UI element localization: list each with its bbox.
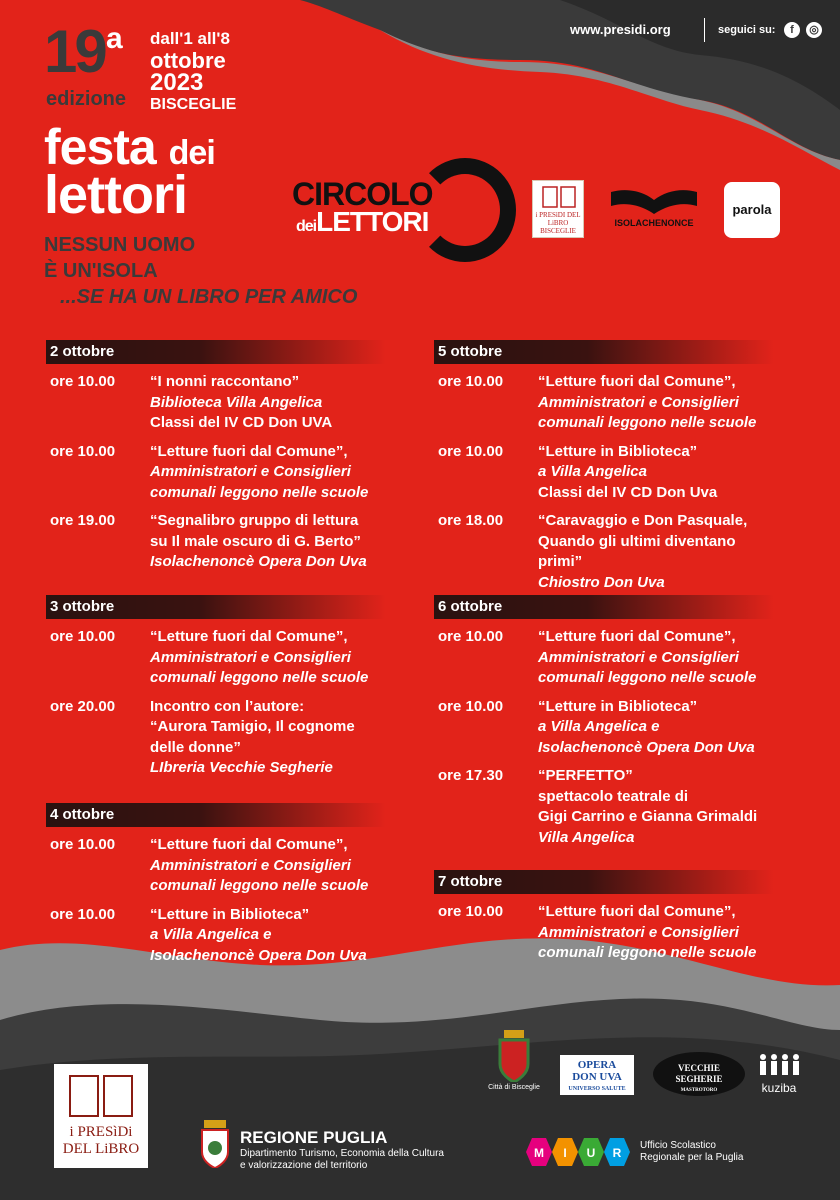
event-title: Incontro con l’autore: xyxy=(150,697,305,715)
segherie-line2: SEGHERIE xyxy=(675,1074,723,1084)
date-range: dall'1 all'8 xyxy=(150,29,230,48)
book-faces-icon xyxy=(541,185,577,209)
event-venue: Amministratori e Consiglieri xyxy=(538,923,739,941)
miur-letter-r: R xyxy=(612,1146,622,1160)
follow-label: seguici su: xyxy=(718,24,776,36)
day-block-6-ottobre xyxy=(434,595,774,848)
day-block-3-ottobre xyxy=(46,595,386,779)
event-title: Gigi Carrino e Gianna Grimaldi xyxy=(538,808,758,825)
regione-puglia-department xyxy=(240,1148,444,1172)
miur-logo xyxy=(524,1136,630,1168)
circolo-logo-small: dei xyxy=(296,218,317,235)
event-venue: comunali leggono nelle scuole xyxy=(150,483,369,501)
event-time: ore 10.00 xyxy=(50,373,116,390)
event-venue: Amministratori e Consiglieri xyxy=(538,648,739,666)
opera-line3: UNIVERSO SALUTE xyxy=(568,1086,626,1092)
facebook-icon[interactable]: f xyxy=(784,22,800,38)
event-item xyxy=(434,697,774,759)
event-time: ore 10.00 xyxy=(438,373,504,390)
event-venue: a Villa Angelica e xyxy=(538,718,660,735)
day-block-7-ottobre xyxy=(434,870,774,964)
presidi-bisceglie-text: i PRESìDI DEL LiBRO BISCEGLIE xyxy=(535,211,581,235)
kuziba-figures-icon xyxy=(757,1052,801,1078)
day-header: 5 ottobre xyxy=(434,340,774,364)
day-header: 2 ottobre xyxy=(46,340,386,364)
event-time: ore 10.00 xyxy=(438,442,504,460)
edition-suffix: a xyxy=(106,22,123,55)
segherie-line3: MASTROTORO xyxy=(680,1088,718,1093)
presidi-del-libro-logo xyxy=(54,1064,148,1168)
isolachenonce-logo xyxy=(606,184,702,236)
event-time: ore 10.00 xyxy=(438,697,504,715)
event-item xyxy=(46,905,386,967)
miur-letter-i: I xyxy=(563,1146,567,1160)
event-title: spettacolo teatrale di xyxy=(538,787,689,805)
ufficio-scolastico xyxy=(640,1140,743,1164)
event-venue: Amministratori e Consiglieri xyxy=(538,393,739,411)
regione-puglia-name: REGIONE PUGLIA xyxy=(240,1128,388,1147)
event-title: “I nonni raccontano” xyxy=(150,373,300,390)
event-title: Quando gli ultimi diventano primi” xyxy=(538,532,736,570)
day-header: 4 ottobre xyxy=(46,803,386,827)
event-venue: LIbreria Vecchie Segherie xyxy=(150,759,333,776)
circolo-logo-bottom xyxy=(296,206,428,238)
day-block-2-ottobre xyxy=(46,340,386,573)
isolachenonce-text: ISOLACHENONCE xyxy=(614,218,694,228)
event-venue: Isolachenoncè Opera Don Uva xyxy=(150,946,367,964)
event-venue: a Villa Angelica e xyxy=(150,926,272,943)
circolo-logo-lettori: LETTORI xyxy=(316,206,429,237)
tagline-line2: È UN'ISOLA xyxy=(44,260,158,282)
date-year: 2023 xyxy=(150,69,204,96)
circolo-logo-top: CIRCOLO xyxy=(292,176,433,212)
tagline-line3: ...SE HA UN LIBRO PER AMICO xyxy=(60,286,358,308)
kuziba-label: kuziba xyxy=(761,1081,797,1095)
event-venue: Biblioteca Villa Angelica xyxy=(150,393,323,411)
open-book-icon xyxy=(609,184,699,218)
event-time: ore 20.00 xyxy=(50,697,116,715)
event-dates xyxy=(150,28,236,116)
parola-logo: parola xyxy=(724,182,780,238)
event-venue: Amministratori e Consiglieri xyxy=(150,648,351,666)
department-line1: Dipartimento Turismo, Economia della Cultura xyxy=(240,1148,444,1159)
event-venue: Villa Angelica xyxy=(538,828,635,846)
event-item xyxy=(46,372,386,434)
miur-letter-m: M xyxy=(534,1146,544,1160)
presidi-line2: DEL LiBRO xyxy=(62,1141,140,1157)
event-item xyxy=(434,442,774,504)
event-title: “Aurora Tamigio, Il cognome xyxy=(150,718,355,735)
opera-don-uva-logo xyxy=(560,1055,634,1095)
header-divider xyxy=(704,18,705,42)
regione-puglia-shield-icon xyxy=(200,1120,230,1168)
event-title: su Il male oscuro di G. Berto” xyxy=(150,532,361,550)
event-item xyxy=(434,627,774,689)
day-header: 3 ottobre xyxy=(46,595,386,619)
event-time: ore 10.00 xyxy=(50,836,116,853)
date-month: ottobre xyxy=(150,48,226,73)
event-item xyxy=(46,511,386,573)
event-title: “Letture fuori dal Comune”, xyxy=(538,373,736,390)
presidi-bisceglie-logo xyxy=(532,180,584,238)
event-item xyxy=(434,902,774,964)
instagram-icon[interactable]: ◎ xyxy=(806,22,822,38)
day-header: 7 ottobre xyxy=(434,870,774,894)
event-title: “Letture fuori dal Comune”, xyxy=(150,836,348,853)
presidi-line1: i PRESìDi xyxy=(69,1124,133,1140)
event-title: “Letture fuori dal Comune”, xyxy=(150,628,348,645)
event-venue: Chiostro Don Uva xyxy=(538,573,665,591)
event-venue: Isolachenoncè Opera Don Uva xyxy=(538,738,755,756)
event-venue: comunali leggono nelle scuole xyxy=(150,877,369,894)
day-header: 6 ottobre xyxy=(434,595,774,619)
usr-line2: Regionale per la Puglia xyxy=(640,1152,744,1163)
event-time: ore 10.00 xyxy=(438,903,504,920)
event-venue: comunali leggono nelle scuole xyxy=(538,669,757,686)
day-block-5-ottobre xyxy=(434,340,774,593)
event-audience: Classi del IV CD Don UVA xyxy=(150,414,333,431)
kuziba-logo xyxy=(756,1052,802,1095)
event-venue: a Villa Angelica xyxy=(538,463,647,480)
edition-label: edizione xyxy=(46,88,127,110)
event-title: “Letture in Biblioteca” xyxy=(538,442,698,460)
event-audience: Classi del IV CD Don Uva xyxy=(538,483,718,501)
festival-title-line2: lettori xyxy=(44,165,188,225)
event-item xyxy=(46,697,386,779)
event-time: ore 17.30 xyxy=(438,767,504,784)
usr-line1: Ufficio Scolastico xyxy=(640,1140,716,1151)
event-title: “Letture fuori dal Comune”, xyxy=(150,442,348,460)
department-line2: e valorizzazione del territorio xyxy=(240,1160,368,1171)
tagline xyxy=(44,232,195,284)
event-title: “Letture in Biblioteca” xyxy=(150,905,310,923)
event-venue: comunali leggono nelle scuole xyxy=(538,944,757,961)
title-word-festa: festa xyxy=(44,119,156,175)
event-item xyxy=(46,835,386,897)
vecchie-segherie-logo xyxy=(653,1052,745,1096)
event-time: ore 10.00 xyxy=(50,905,116,923)
miur-letter-u: U xyxy=(586,1146,596,1160)
event-venue: Amministratori e Consiglieri xyxy=(150,463,351,480)
day-block-4-ottobre xyxy=(46,803,386,966)
event-title: “Letture fuori dal Comune”, xyxy=(538,628,736,645)
edition-number: 19 xyxy=(44,18,105,85)
bisceglie-crest-icon xyxy=(494,1030,534,1082)
event-time: ore 19.00 xyxy=(50,512,116,529)
event-title: “Caravaggio e Don Pasquale, xyxy=(538,512,748,529)
website-link[interactable]: www.presidi.org xyxy=(570,22,671,37)
event-venue: comunali leggono nelle scuole xyxy=(538,414,757,431)
event-venue: Amministratori e Consiglieri xyxy=(150,856,351,874)
event-time: ore 10.00 xyxy=(438,628,504,645)
event-venue: Isolachenoncè Opera Don Uva xyxy=(150,553,367,570)
tagline-line1: NESSUN UOMO xyxy=(44,234,196,256)
event-title: “PERFETTO” xyxy=(538,767,633,784)
opera-line1: OPERA xyxy=(577,1059,617,1071)
event-item xyxy=(434,766,774,848)
event-title: “Letture in Biblioteca” xyxy=(538,697,698,715)
event-time: ore 18.00 xyxy=(438,512,504,529)
event-title: “Segnalibro gruppo di lettura xyxy=(150,512,359,529)
event-venue: comunali leggono nelle scuole xyxy=(150,669,369,686)
event-time: ore 10.00 xyxy=(50,628,116,645)
bisceglie-label: Città di Bisceglie xyxy=(488,1084,540,1091)
book-faces-icon xyxy=(66,1072,136,1120)
event-time: ore 10.00 xyxy=(50,442,116,460)
event-item xyxy=(46,442,386,504)
event-item xyxy=(434,372,774,434)
event-item xyxy=(46,627,386,689)
city-name: BISCEGLIE xyxy=(150,96,237,113)
opera-line2: DON UVA xyxy=(572,1071,622,1083)
event-title: “Letture fuori dal Comune”, xyxy=(538,903,736,920)
event-title: delle donne” xyxy=(150,738,241,756)
event-item xyxy=(434,511,774,593)
title-word-dei: dei xyxy=(168,134,215,172)
citta-di-bisceglie-logo xyxy=(488,1030,540,1091)
segherie-line1: VECCHIE xyxy=(677,1063,720,1073)
